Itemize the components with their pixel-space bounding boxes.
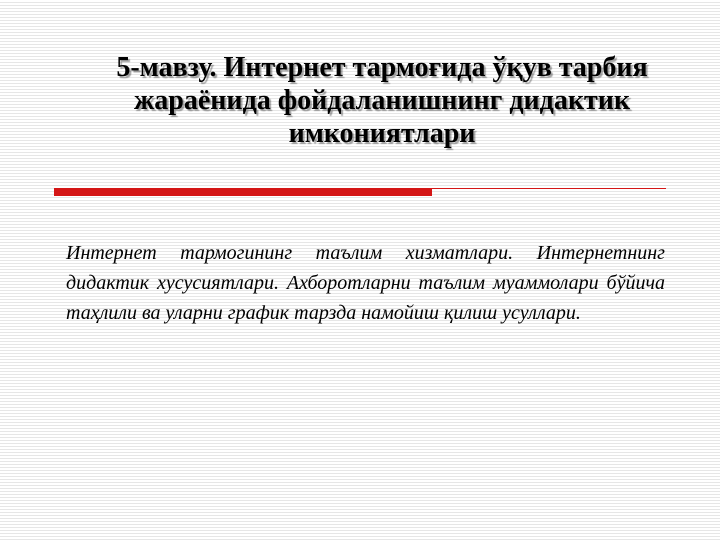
title-divider-thick [54,188,432,196]
title-divider-thin [432,188,666,189]
slide-title: 5-мавзу. Интернет тармоғида ўқув тарбия жараёнида фойдаланишнинг дидактик имкониятлари [116,52,648,149]
slide-body-text: Интернет тармогининг таълим хизматлари. Интернетнинг дидактик хусусиятлари. Ахборотларни таълим муаммолари бўйича таҳлили ва уларни график тарзда намойиш қилиш усуллари. [66,242,665,324]
